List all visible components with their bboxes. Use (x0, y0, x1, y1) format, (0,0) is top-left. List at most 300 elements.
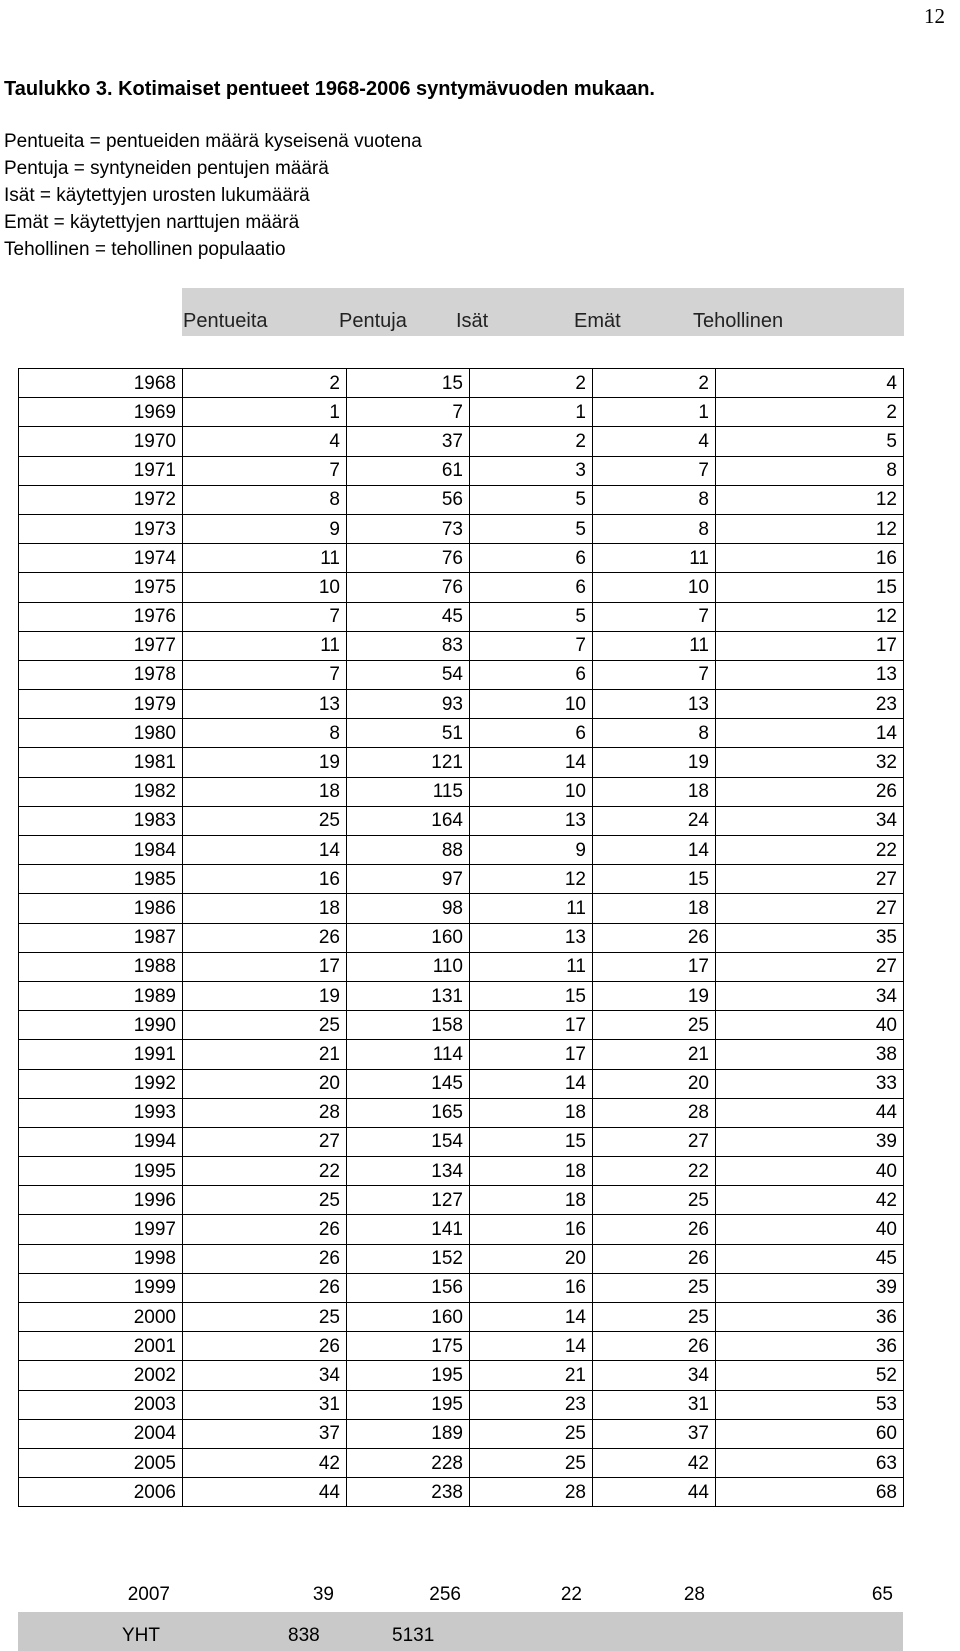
cell-isat: 17 (470, 1040, 593, 1069)
cell-isat: 14 (470, 748, 593, 777)
row-2007-year: 2007 (127, 1584, 170, 1605)
cell-year: 2003 (19, 1390, 183, 1419)
cell-isat: 18 (470, 1157, 593, 1186)
cell-year: 1979 (19, 690, 183, 719)
cell-tehollinen: 34 (716, 806, 904, 835)
cell-emat: 26 (593, 1244, 716, 1273)
cell-emat: 7 (593, 660, 716, 689)
cell-pentueita: 18 (183, 777, 347, 806)
cell-pentuja: 238 (347, 1478, 470, 1507)
cell-tehollinen: 27 (716, 894, 904, 923)
cell-pentuja: 121 (347, 748, 470, 777)
cell-year: 1981 (19, 748, 183, 777)
cell-year: 1974 (19, 544, 183, 573)
table-row (19, 1448, 904, 1477)
table-row (19, 1273, 904, 1302)
cell-pentuja: 195 (347, 1390, 470, 1419)
table-title: Taulukko 3. Kotimaiset pentueet 1968-2006 syntymävuoden mukaan. (4, 78, 655, 100)
cell-isat: 1 (470, 398, 593, 427)
cell-emat: 22 (593, 1157, 716, 1186)
table-row (19, 806, 904, 835)
cell-isat: 5 (470, 514, 593, 543)
table-row (19, 1098, 904, 1127)
row-2007-pentuja: 256 (429, 1584, 461, 1605)
cell-tehollinen: 12 (716, 485, 904, 514)
legend-line: Pentueita = pentueiden määrä kyseisenä vuotena (4, 131, 422, 152)
cell-emat: 1 (593, 398, 716, 427)
cell-year: 1972 (19, 485, 183, 514)
cell-pentueita: 42 (183, 1448, 347, 1477)
cell-year: 1985 (19, 865, 183, 894)
cell-pentueita: 31 (183, 1390, 347, 1419)
table-row (19, 369, 904, 398)
cell-emat: 17 (593, 952, 716, 981)
cell-tehollinen: 42 (716, 1186, 904, 1215)
row-2007-pentueita: 39 (312, 1584, 334, 1605)
cell-year: 2000 (19, 1303, 183, 1332)
column-header-emat: Emät (574, 310, 621, 332)
cell-emat: 25 (593, 1186, 716, 1215)
cell-tehollinen: 23 (716, 690, 904, 719)
cell-pentueita: 8 (183, 485, 347, 514)
table-row (19, 894, 904, 923)
legend-line: Pentuja = syntyneiden pentujen määrä (4, 158, 329, 179)
table-row (19, 1069, 904, 1098)
cell-pentueita: 14 (183, 836, 347, 865)
column-header-isat: Isät (456, 310, 489, 332)
cell-pentueita: 26 (183, 923, 347, 952)
totals-label: YHT (122, 1625, 160, 1646)
cell-emat: 7 (593, 456, 716, 485)
cell-pentuja: 160 (347, 923, 470, 952)
cell-year: 1971 (19, 456, 183, 485)
cell-isat: 6 (470, 660, 593, 689)
cell-year: 1994 (19, 1127, 183, 1156)
cell-year: 1988 (19, 952, 183, 981)
cell-pentuja: 51 (347, 719, 470, 748)
cell-tehollinen: 35 (716, 923, 904, 952)
table-row (19, 836, 904, 865)
row-2007 (18, 1580, 903, 1608)
cell-emat: 8 (593, 514, 716, 543)
page-number: 12 (924, 4, 945, 28)
cell-tehollinen: 36 (716, 1332, 904, 1361)
cell-year: 1996 (19, 1186, 183, 1215)
cell-pentuja: 110 (347, 952, 470, 981)
cell-year: 1989 (19, 981, 183, 1010)
cell-tehollinen: 53 (716, 1390, 904, 1419)
cell-pentueita: 7 (183, 660, 347, 689)
cell-emat: 2 (593, 369, 716, 398)
cell-year: 1995 (19, 1157, 183, 1186)
cell-pentuja: 93 (347, 690, 470, 719)
cell-pentuja: 134 (347, 1157, 470, 1186)
table-row (19, 1390, 904, 1419)
cell-tehollinen: 5 (716, 427, 904, 456)
cell-year: 1987 (19, 923, 183, 952)
table-row (19, 981, 904, 1010)
cell-pentuja: 45 (347, 602, 470, 631)
cell-year: 1993 (19, 1098, 183, 1127)
cell-pentuja: 127 (347, 1186, 470, 1215)
cell-isat: 25 (470, 1448, 593, 1477)
cell-pentueita: 17 (183, 952, 347, 981)
cell-tehollinen: 4 (716, 369, 904, 398)
cell-tehollinen: 22 (716, 836, 904, 865)
cell-pentueita: 16 (183, 865, 347, 894)
cell-pentueita: 10 (183, 573, 347, 602)
cell-pentueita: 8 (183, 719, 347, 748)
cell-pentuja: 195 (347, 1361, 470, 1390)
cell-pentueita: 9 (183, 514, 347, 543)
column-header-bar (182, 288, 904, 336)
legend-line: Tehollinen = tehollinen populaatio (4, 239, 286, 260)
cell-year: 1986 (19, 894, 183, 923)
cell-pentuja: 164 (347, 806, 470, 835)
cell-pentuja: 83 (347, 631, 470, 660)
cell-year: 1970 (19, 427, 183, 456)
cell-tehollinen: 27 (716, 952, 904, 981)
cell-isat: 6 (470, 573, 593, 602)
cell-pentuja: 175 (347, 1332, 470, 1361)
cell-tehollinen: 12 (716, 514, 904, 543)
cell-emat: 21 (593, 1040, 716, 1069)
cell-pentuja: 145 (347, 1069, 470, 1098)
cell-isat: 14 (470, 1303, 593, 1332)
cell-year: 2001 (19, 1332, 183, 1361)
cell-emat: 7 (593, 602, 716, 631)
cell-year: 1976 (19, 602, 183, 631)
cell-emat: 11 (593, 544, 716, 573)
cell-isat: 10 (470, 690, 593, 719)
cell-pentuja: 56 (347, 485, 470, 514)
cell-isat: 13 (470, 806, 593, 835)
cell-isat: 28 (470, 1478, 593, 1507)
cell-pentuja: 88 (347, 836, 470, 865)
table-row (19, 1244, 904, 1273)
cell-pentueita: 26 (183, 1244, 347, 1273)
cell-isat: 25 (470, 1419, 593, 1448)
cell-emat: 25 (593, 1303, 716, 1332)
cell-pentueita: 11 (183, 631, 347, 660)
cell-pentueita: 34 (183, 1361, 347, 1390)
cell-pentueita: 25 (183, 1303, 347, 1332)
cell-pentueita: 44 (183, 1478, 347, 1507)
table-row (19, 777, 904, 806)
column-header-pentuja: Pentuja (339, 310, 407, 332)
cell-tehollinen: 26 (716, 777, 904, 806)
cell-isat: 16 (470, 1215, 593, 1244)
cell-year: 1982 (19, 777, 183, 806)
cell-emat: 31 (593, 1390, 716, 1419)
cell-year: 1992 (19, 1069, 183, 1098)
row-2007-emat: 28 (683, 1584, 705, 1605)
cell-pentueita: 25 (183, 806, 347, 835)
cell-isat: 11 (470, 894, 593, 923)
row-2007-tehollinen: 65 (871, 1584, 893, 1605)
cell-isat: 21 (470, 1361, 593, 1390)
cell-year: 2004 (19, 1419, 183, 1448)
cell-emat: 18 (593, 777, 716, 806)
cell-year: 2006 (19, 1478, 183, 1507)
table-row (19, 660, 904, 689)
cell-tehollinen: 33 (716, 1069, 904, 1098)
cell-pentuja: 131 (347, 981, 470, 1010)
cell-year: 2002 (19, 1361, 183, 1390)
cell-emat: 14 (593, 836, 716, 865)
cell-pentueita: 28 (183, 1098, 347, 1127)
cell-pentuja: 160 (347, 1303, 470, 1332)
cell-pentueita: 11 (183, 544, 347, 573)
cell-tehollinen: 39 (716, 1127, 904, 1156)
cell-emat: 34 (593, 1361, 716, 1390)
cell-pentuja: 158 (347, 1011, 470, 1040)
cell-tehollinen: 34 (716, 981, 904, 1010)
cell-emat: 15 (593, 865, 716, 894)
cell-isat: 15 (470, 1127, 593, 1156)
cell-emat: 37 (593, 1419, 716, 1448)
cell-pentueita: 27 (183, 1127, 347, 1156)
cell-pentuja: 61 (347, 456, 470, 485)
cell-pentueita: 4 (183, 427, 347, 456)
cell-tehollinen: 38 (716, 1040, 904, 1069)
table-row (19, 1215, 904, 1244)
legend-line: Emät = käytettyjen narttujen määrä (4, 212, 300, 233)
table-row (19, 631, 904, 660)
cell-pentuja: 98 (347, 894, 470, 923)
cell-pentueita: 19 (183, 748, 347, 777)
cell-tehollinen: 60 (716, 1419, 904, 1448)
cell-isat: 11 (470, 952, 593, 981)
cell-tehollinen: 2 (716, 398, 904, 427)
table-row (19, 1157, 904, 1186)
totals-pentuja: 5131 (392, 1625, 435, 1646)
cell-emat: 13 (593, 690, 716, 719)
cell-tehollinen: 40 (716, 1215, 904, 1244)
cell-pentuja: 73 (347, 514, 470, 543)
cell-pentuja: 152 (347, 1244, 470, 1273)
cell-year: 1980 (19, 719, 183, 748)
table-row (19, 1186, 904, 1215)
totals-row (18, 1612, 903, 1651)
table-row (19, 1011, 904, 1040)
cell-isat: 5 (470, 485, 593, 514)
cell-emat: 44 (593, 1478, 716, 1507)
cell-isat: 14 (470, 1332, 593, 1361)
cell-tehollinen: 45 (716, 1244, 904, 1273)
table-row (19, 748, 904, 777)
table-row (19, 1361, 904, 1390)
table-row (19, 923, 904, 952)
table-row (19, 456, 904, 485)
totals-pentueita: 838 (288, 1625, 320, 1646)
cell-isat: 23 (470, 1390, 593, 1419)
cell-emat: 8 (593, 485, 716, 514)
cell-isat: 14 (470, 1069, 593, 1098)
cell-pentuja: 165 (347, 1098, 470, 1127)
cell-isat: 2 (470, 427, 593, 456)
legend-line: Isät = käytettyjen urosten lukumäärä (4, 185, 310, 206)
cell-pentueita: 2 (183, 369, 347, 398)
cell-year: 2005 (19, 1448, 183, 1477)
cell-year: 1975 (19, 573, 183, 602)
cell-isat: 17 (470, 1011, 593, 1040)
cell-pentueita: 26 (183, 1215, 347, 1244)
table-row (19, 1127, 904, 1156)
cell-tehollinen: 68 (716, 1478, 904, 1507)
cell-emat: 19 (593, 748, 716, 777)
cell-emat: 28 (593, 1098, 716, 1127)
cell-pentueita: 26 (183, 1273, 347, 1302)
cell-year: 1990 (19, 1011, 183, 1040)
cell-pentuja: 76 (347, 544, 470, 573)
cell-tehollinen: 39 (716, 1273, 904, 1302)
cell-pentueita: 37 (183, 1419, 347, 1448)
column-header-tehollinen: Tehollinen (693, 310, 784, 332)
litters-table (18, 368, 904, 1507)
cell-isat: 6 (470, 544, 593, 573)
cell-isat: 9 (470, 836, 593, 865)
table-row (19, 1303, 904, 1332)
cell-isat: 6 (470, 719, 593, 748)
cell-tehollinen: 13 (716, 660, 904, 689)
cell-tehollinen: 44 (716, 1098, 904, 1127)
cell-emat: 18 (593, 894, 716, 923)
cell-tehollinen: 36 (716, 1303, 904, 1332)
table-row (19, 952, 904, 981)
cell-pentuja: 37 (347, 427, 470, 456)
cell-emat: 4 (593, 427, 716, 456)
cell-year: 1968 (19, 369, 183, 398)
cell-pentueita: 1 (183, 398, 347, 427)
table-row (19, 1040, 904, 1069)
cell-isat: 2 (470, 369, 593, 398)
cell-year: 1969 (19, 398, 183, 427)
cell-emat: 8 (593, 719, 716, 748)
cell-pentuja: 141 (347, 1215, 470, 1244)
cell-pentueita: 7 (183, 602, 347, 631)
cell-isat: 15 (470, 981, 593, 1010)
row-2007-isat: 22 (560, 1584, 582, 1605)
cell-emat: 42 (593, 1448, 716, 1477)
cell-pentuja: 7 (347, 398, 470, 427)
cell-isat: 16 (470, 1273, 593, 1302)
table-row (19, 1332, 904, 1361)
cell-isat: 5 (470, 602, 593, 631)
table-row (19, 544, 904, 573)
table-row (19, 690, 904, 719)
cell-tehollinen: 15 (716, 573, 904, 602)
cell-isat: 7 (470, 631, 593, 660)
cell-emat: 26 (593, 1332, 716, 1361)
cell-isat: 18 (470, 1186, 593, 1215)
cell-pentueita: 13 (183, 690, 347, 719)
cell-isat: 10 (470, 777, 593, 806)
cell-pentuja: 154 (347, 1127, 470, 1156)
cell-pentuja: 189 (347, 1419, 470, 1448)
column-header-pentueita: Pentueita (183, 310, 268, 332)
cell-year: 1978 (19, 660, 183, 689)
cell-tehollinen: 8 (716, 456, 904, 485)
cell-pentueita: 18 (183, 894, 347, 923)
table-row (19, 398, 904, 427)
table-row (19, 865, 904, 894)
cell-pentuja: 114 (347, 1040, 470, 1069)
cell-year: 1983 (19, 806, 183, 835)
cell-tehollinen: 40 (716, 1157, 904, 1186)
cell-pentuja: 54 (347, 660, 470, 689)
table-row (19, 602, 904, 631)
cell-emat: 26 (593, 923, 716, 952)
cell-year: 1997 (19, 1215, 183, 1244)
cell-pentueita: 22 (183, 1157, 347, 1186)
cell-emat: 27 (593, 1127, 716, 1156)
cell-pentuja: 15 (347, 369, 470, 398)
cell-pentuja: 97 (347, 865, 470, 894)
cell-isat: 20 (470, 1244, 593, 1273)
cell-emat: 11 (593, 631, 716, 660)
cell-isat: 13 (470, 923, 593, 952)
cell-year: 1991 (19, 1040, 183, 1069)
cell-year: 1984 (19, 836, 183, 865)
table-row (19, 485, 904, 514)
cell-tehollinen: 40 (716, 1011, 904, 1040)
cell-isat: 18 (470, 1098, 593, 1127)
cell-pentueita: 25 (183, 1011, 347, 1040)
cell-emat: 10 (593, 573, 716, 602)
cell-tehollinen: 32 (716, 748, 904, 777)
cell-tehollinen: 12 (716, 602, 904, 631)
table-row (19, 573, 904, 602)
table-row (19, 427, 904, 456)
cell-emat: 24 (593, 806, 716, 835)
table-row (19, 514, 904, 543)
table-row (19, 1419, 904, 1448)
cell-year: 1973 (19, 514, 183, 543)
cell-pentuja: 115 (347, 777, 470, 806)
cell-pentueita: 26 (183, 1332, 347, 1361)
cell-pentueita: 21 (183, 1040, 347, 1069)
table-body (19, 369, 904, 1507)
cell-emat: 25 (593, 1273, 716, 1302)
table-row (19, 719, 904, 748)
cell-emat: 19 (593, 981, 716, 1010)
cell-emat: 25 (593, 1011, 716, 1040)
cell-tehollinen: 17 (716, 631, 904, 660)
cell-emat: 26 (593, 1215, 716, 1244)
cell-year: 1977 (19, 631, 183, 660)
cell-tehollinen: 14 (716, 719, 904, 748)
legend (4, 128, 422, 263)
cell-pentuja: 228 (347, 1448, 470, 1477)
cell-year: 1998 (19, 1244, 183, 1273)
cell-isat: 12 (470, 865, 593, 894)
cell-isat: 3 (470, 456, 593, 485)
cell-pentuja: 76 (347, 573, 470, 602)
cell-tehollinen: 16 (716, 544, 904, 573)
cell-pentueita: 19 (183, 981, 347, 1010)
cell-emat: 20 (593, 1069, 716, 1098)
cell-tehollinen: 63 (716, 1448, 904, 1477)
cell-pentueita: 25 (183, 1186, 347, 1215)
cell-pentuja: 156 (347, 1273, 470, 1302)
table-row (19, 1478, 904, 1507)
cell-tehollinen: 52 (716, 1361, 904, 1390)
cell-year: 1999 (19, 1273, 183, 1302)
cell-tehollinen: 27 (716, 865, 904, 894)
cell-pentueita: 20 (183, 1069, 347, 1098)
cell-pentueita: 7 (183, 456, 347, 485)
